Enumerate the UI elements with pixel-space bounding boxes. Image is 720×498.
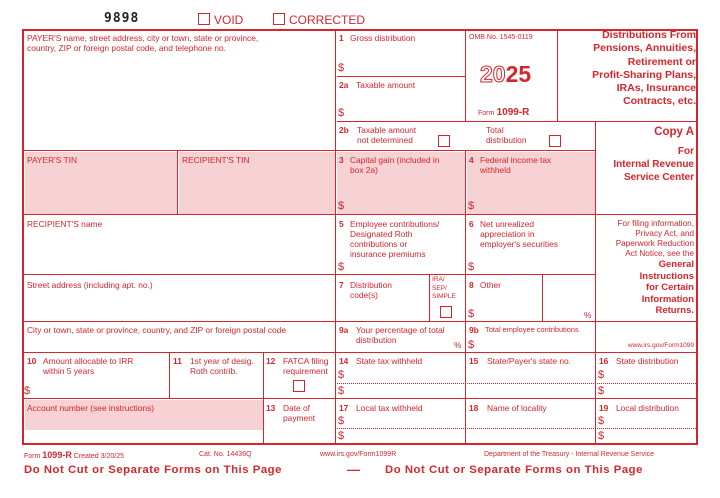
box7-number: 7: [339, 280, 344, 290]
footer-form-prefix: Form: [24, 453, 41, 460]
box17-dollar-2: $: [338, 430, 345, 442]
privacy-url: www.irs.gov/Form1099: [627, 342, 694, 349]
box12-label: FATCA filing requirement: [283, 356, 329, 376]
box2a-label: Taxable amount: [356, 80, 416, 90]
box9b-dollar: $: [468, 339, 475, 351]
box11-label: 1st year of desig. Roth contrib.: [190, 356, 254, 376]
box1-label: Gross distribution: [350, 33, 416, 43]
box10-label: Amount allocable to IRR within 5 years: [43, 356, 134, 376]
box9a-number: 9a: [339, 325, 349, 335]
box18-label: Name of locality: [487, 403, 547, 413]
form-code: 9898: [104, 11, 140, 26]
footer-created: Created 3/20/25: [73, 453, 124, 460]
payer-label: PAYER'S name, street address, city or town, state or province, country, ZIP or foreign postal code, and telephone no.: [27, 33, 259, 53]
box2b-not-determined-checkbox[interactable]: [438, 135, 450, 147]
box14-label: State tax withheld: [356, 356, 423, 366]
box13-number: 13: [266, 403, 276, 413]
footer-form-id: [24, 450, 124, 462]
city-label: City or town, state or province, country, and ZIP or foreign postal code: [27, 325, 286, 335]
box2a-number: 2a: [339, 80, 349, 90]
recipient-name-label: RECIPIENT'S name: [27, 219, 103, 229]
box6-label: Net unrealized appreciation in employer's securities: [480, 219, 558, 249]
form-prefix: Form: [478, 110, 495, 117]
box4-dollar: $: [468, 200, 475, 212]
box5-number: 5: [339, 219, 344, 229]
form-number: 1099-R: [496, 107, 530, 118]
box9a-label: Your percentage of total distribution: [356, 325, 445, 345]
box2b-number: 2b: [339, 125, 349, 135]
box2b-label: Taxable amount not determined: [357, 125, 417, 145]
box16-dollar-1: $: [598, 369, 605, 381]
box6-number: 6: [469, 219, 474, 229]
box11-number: 11: [173, 356, 182, 366]
void-checkbox[interactable]: [198, 13, 210, 25]
box17-label: Local tax withheld: [356, 403, 423, 413]
tax-year: [480, 61, 531, 87]
box1-number: 1: [339, 33, 344, 43]
box2a-dollar: $: [338, 107, 345, 119]
box9a-percent: %: [454, 340, 462, 350]
box6-dollar: $: [468, 261, 475, 273]
box8-label: Other: [480, 280, 501, 290]
fatca-checkbox[interactable]: [293, 380, 305, 392]
footer-url: www.irs.gov/Form1099R: [320, 451, 397, 458]
void-label: VOID: [214, 13, 244, 27]
footer-form-number: 1099-R: [42, 450, 72, 460]
box4-label: Federal income tax withheld: [480, 155, 552, 175]
tax-year-outline: 20: [480, 61, 506, 87]
box19-dollar-1: $: [598, 415, 605, 427]
box5-dollar: $: [338, 261, 345, 273]
box10-dollar: $: [24, 385, 31, 397]
box15-label: State/Payer's state no.: [487, 356, 571, 366]
box9b-label: Total employee contributions: [485, 325, 579, 334]
box8-dollar: $: [468, 308, 475, 320]
box19-number: 19: [599, 403, 609, 413]
box14-dollar-1: $: [338, 369, 345, 381]
box8-number: 8: [469, 280, 474, 290]
corrected-checkbox[interactable]: [273, 13, 285, 25]
box5-label: Employee contributions/ Designated Roth contributions or insurance premiums: [350, 219, 440, 259]
box14-number: 14: [339, 356, 349, 366]
box12-number: 12: [266, 356, 276, 366]
box15-number: 15: [469, 356, 479, 366]
box16-label: State distribution: [616, 356, 679, 366]
box2b-total-label: Total distribution: [486, 125, 527, 145]
box7-ira-label: IRA/ SEP/ SIMPLE: [432, 276, 456, 300]
box1-dollar: $: [338, 62, 345, 74]
box7-label: Distribution code(s): [350, 280, 392, 300]
box19-label: Local distribution: [616, 403, 679, 413]
footer-warning-right: Do Not Cut or Separate Forms on This Page: [385, 464, 643, 476]
privacy-text: For filing information, Privacy Act, and Paperwork Reduction Act Notice, see the: [615, 219, 694, 258]
box8-percent: %: [584, 310, 592, 320]
footer-cat: Cat. No. 14436Q: [199, 451, 252, 458]
box9b-number: 9b: [469, 325, 479, 335]
tax-year-solid: 25: [505, 61, 532, 87]
box3-dollar: $: [338, 200, 345, 212]
ira-sep-simple-checkbox[interactable]: [440, 306, 452, 318]
box10-number: 10: [27, 356, 37, 366]
corrected-label: CORRECTED: [289, 13, 366, 27]
copy-name: Copy A: [654, 126, 694, 138]
payer-tin-label: PAYER'S TIN: [27, 155, 77, 165]
box4-number: 4: [469, 155, 474, 165]
box17-dollar-1: $: [338, 415, 345, 427]
box18-number: 18: [469, 403, 479, 413]
box19-dollar-2: $: [598, 430, 605, 442]
footer-dept: Department of the Treasury - Internal Revenue Service: [484, 451, 655, 458]
box14-dollar-2: $: [338, 385, 345, 397]
box16-dollar-2: $: [598, 385, 605, 397]
account-label: Account number (see instructions): [27, 403, 155, 413]
box3-number: 3: [339, 155, 344, 165]
recipient-tin-label: RECIPIENT'S TIN: [182, 155, 250, 165]
box17-number: 17: [339, 403, 349, 413]
privacy-bold: General Instructions for Certain Information Returns.: [639, 259, 694, 316]
box2b-total-distribution-checkbox[interactable]: [549, 135, 561, 147]
footer-warning-left: Do Not Cut or Separate Forms on This Page: [24, 464, 282, 476]
footer-warning-dash: —: [347, 462, 360, 477]
omb-number: OMB No. 1545-0119: [469, 34, 533, 41]
street-label: Street address (including apt. no.): [27, 280, 153, 290]
box13-label: Date of payment: [283, 403, 316, 423]
box16-number: 16: [599, 356, 609, 366]
copy-for: For Internal Revenue Service Center: [613, 146, 694, 183]
box3-label: Capital gain (included in box 2a): [350, 155, 440, 175]
form-title: Distributions From Pensions, Annuities, Retirement or Profit-Sharing Plans, IRAs, Insurance Contracts, etc.: [592, 29, 696, 108]
form-id: [478, 108, 529, 119]
